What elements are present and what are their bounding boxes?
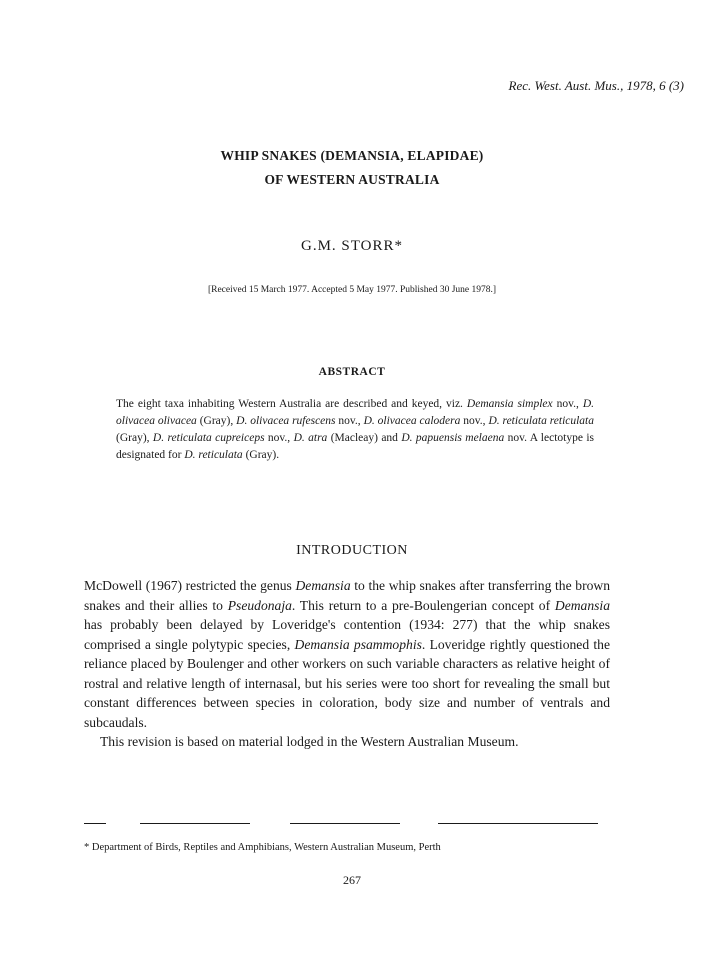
species-name: D. papuensis melaena bbox=[401, 432, 505, 444]
species-name: D. olivacea calodera bbox=[363, 415, 461, 427]
page-number: 267 bbox=[343, 873, 361, 887]
species-name: D. reticulata cupreiceps bbox=[152, 432, 265, 444]
introduction-body bbox=[84, 576, 610, 752]
introduction-heading: INTRODUCTION bbox=[296, 543, 408, 558]
footnote: * Department of Birds, Reptiles and Amphibians, Western Australian Museum, Perth bbox=[84, 842, 441, 853]
species-name: D. olivacea olivacea bbox=[116, 398, 595, 427]
paragraph: This revision is based on material lodged in the Western Australian Museum. bbox=[100, 734, 519, 749]
author-name: G.M. STORR* bbox=[301, 238, 403, 254]
journal-citation: Rec. West. Aust. Mus., 1978, 6 (3) bbox=[508, 78, 684, 93]
species-name: D. olivacea rufescens bbox=[236, 415, 336, 427]
title-line-2: OF WESTERN AUSTRALIA bbox=[264, 172, 440, 187]
footnote-rule bbox=[140, 823, 250, 824]
footnote-rule bbox=[290, 823, 400, 824]
abstract-text: The eight taxa inhabiting Western Australia are described and keyed, viz. Demansia simplex nov., D. olivacea olivacea (Gray), D. olivacea rufescens nov., D. olivacea calodera nov., D. reticulata reticulata (Gray), D. reticulata cupreiceps nov., D. atra (Macleay) and D. papuensis melaena nov. A lectotype is designated for D. reticulata (Gray). bbox=[116, 398, 595, 461]
footnote-rule bbox=[438, 823, 598, 824]
species-name: D. atra bbox=[293, 432, 328, 444]
abstract-heading: ABSTRACT bbox=[318, 366, 386, 378]
publication-dates: [Received 15 March 1977. Accepted 5 May 1977. Published 30 June 1978.] bbox=[207, 285, 497, 295]
species-name: D. reticulata reticulata bbox=[488, 415, 595, 427]
species-name: D. reticulata bbox=[184, 449, 243, 461]
footnote-rule bbox=[84, 823, 106, 824]
paragraph: McDowell (1967) restricted the genus Demansia to the whip snakes after transferring the brown snakes and their allies to Pseudonaja. This return to a pre-Boulengerian concept of Demansia has probably been delayed by Loveridge's contention (1934: 277) that the whip snakes comprised a single polytypic species, Demansia psammophis. Loveridge rightly questioned the reliance placed by Boulenger and other workers on such variable characters as relative height of rostral and relative length of internasal, but his series were too short for revealing the small but constant differences between species in coloration, body size and number of ventrals and subcaudals. bbox=[84, 578, 611, 730]
species-name: Demansia simplex bbox=[466, 398, 553, 410]
title-line-1: WHIP SNAKES (DEMANSIA, ELAPIDAE) bbox=[220, 148, 484, 163]
